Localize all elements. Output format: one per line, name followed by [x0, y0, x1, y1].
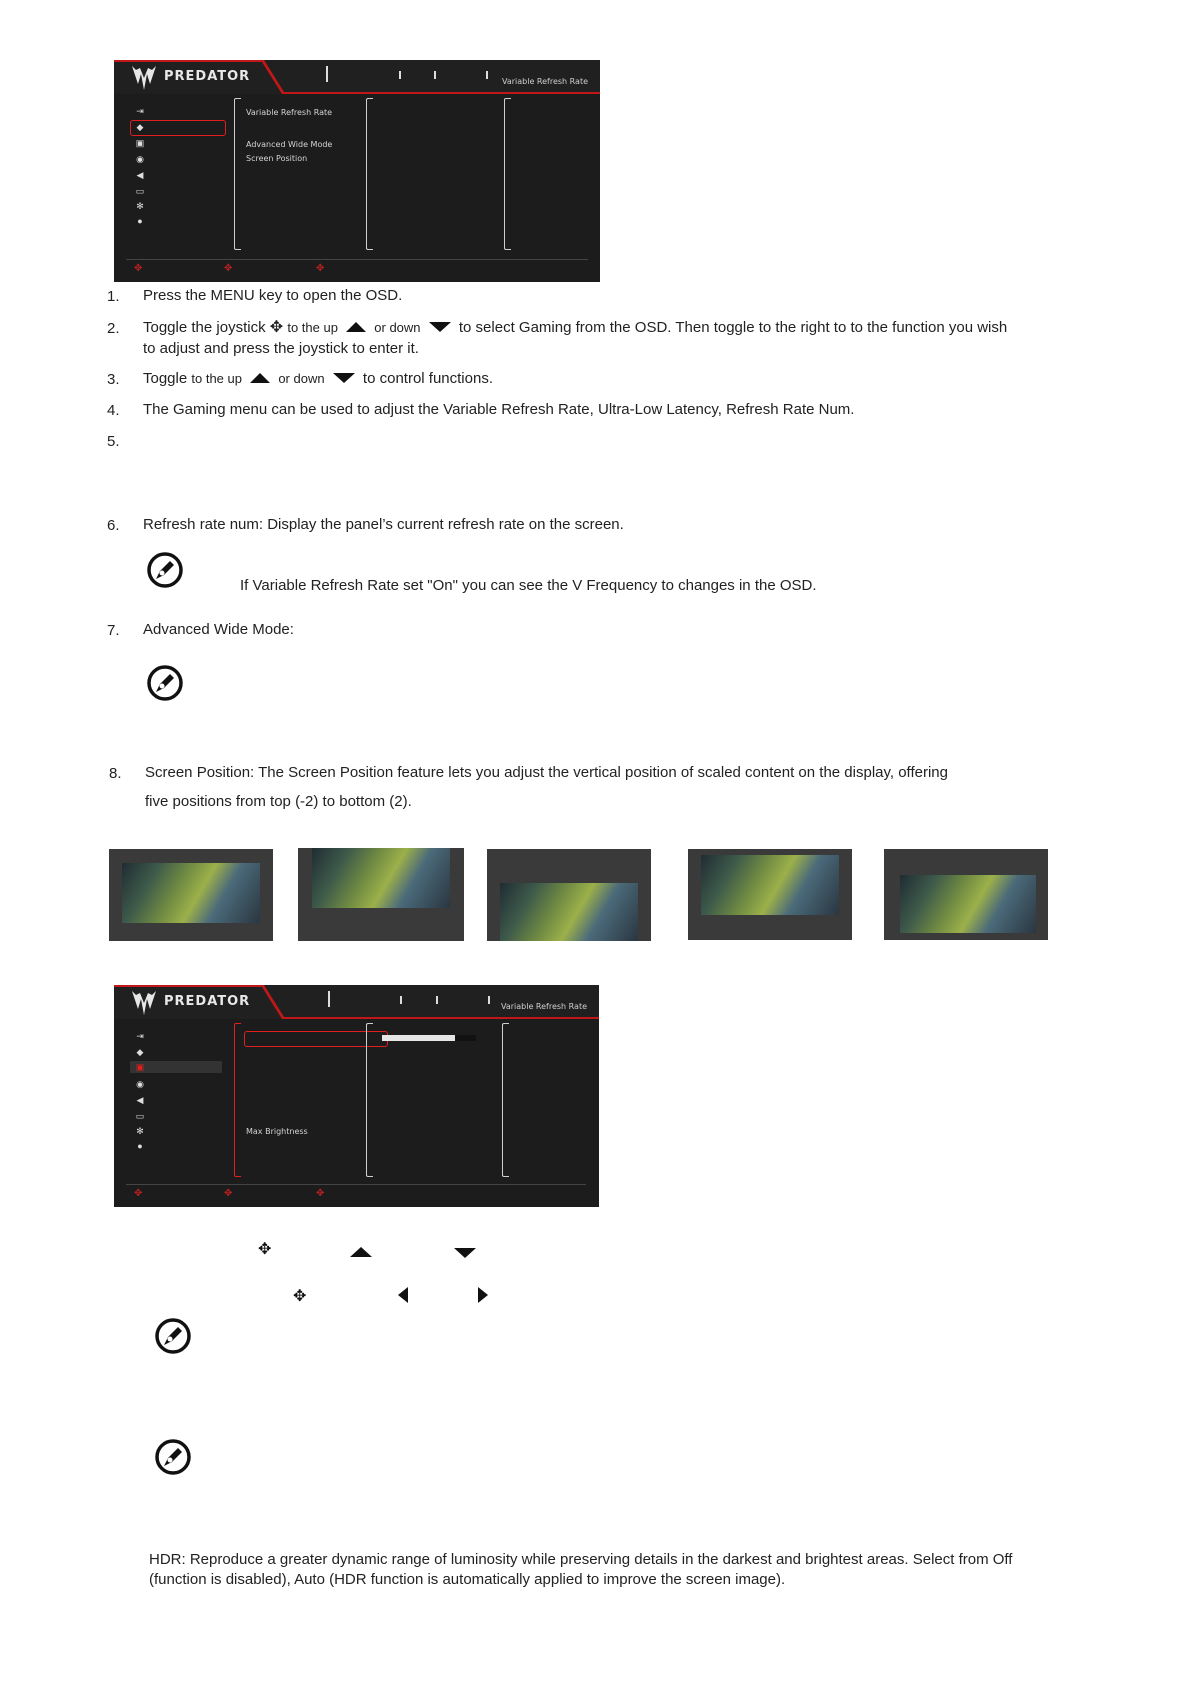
info-icon[interactable]: ● [137, 1141, 143, 1151]
hdr-text: (function is disabled), Auto (HDR function is automatically applied to improve the screen image). [149, 1571, 786, 1588]
step-number: 2. [107, 320, 120, 337]
osd-screenshot-gaming [114, 60, 600, 282]
osd-tick [326, 66, 328, 82]
step-text-part: to the up [287, 320, 338, 335]
joystick-icon: ✥ [269, 319, 284, 336]
joystick-icon: ✥ [134, 263, 143, 274]
speaker-icon[interactable]: ◀ [136, 1095, 144, 1105]
osd-screenshot-picture [114, 985, 599, 1207]
step-text-part: to select Gaming from the OSD. Then toggle to the right to to the function you wish [458, 319, 1008, 336]
joystick-icon: ✥ [224, 263, 233, 274]
step-number: 6. [107, 517, 120, 534]
hdr-text: HDR: Reproduce a greater dynamic range of luminosity while preserving details in the darkest and brightest areas. Select from Off [149, 1551, 1013, 1568]
joystick-icon: ✥ [134, 1188, 143, 1199]
note-icon [146, 551, 184, 589]
picture-icon[interactable]: ▣ [135, 1062, 145, 1072]
osd-column-bracket [234, 98, 241, 250]
screen-position-thumb [884, 849, 1048, 940]
step-text: five positions from top (-2) to bottom (2). [145, 793, 412, 810]
osd-brand: PREDATOR [164, 994, 251, 1009]
predator-logo-icon [130, 989, 158, 1017]
scaled-content [122, 863, 260, 923]
step-number: 1. [107, 288, 120, 305]
eye-icon[interactable]: ◉ [136, 154, 144, 164]
osd-divider [126, 259, 588, 260]
arrow-down-icon [454, 1248, 476, 1258]
step-text: Screen Position: The Screen Position feature lets you adjust the vertical position of scaled content on the display, offering [145, 764, 948, 781]
input-icon[interactable]: ⇥ [136, 106, 144, 116]
step-text: to adjust and press the joystick to enter it. [143, 340, 419, 357]
osd-divider [126, 1184, 586, 1185]
arrow-down-icon [429, 322, 451, 332]
step-text: Advanced Wide Mode: [143, 621, 294, 638]
osd-tick [399, 71, 401, 79]
step-text-part: to the up [191, 371, 242, 386]
step-text: The Gaming menu can be used to adjust the Variable Refresh Rate, Ultra-Low Latency, Refresh Rate Num. [143, 401, 855, 418]
scaled-content [312, 848, 450, 908]
osd-icon[interactable]: ▭ [135, 1111, 145, 1121]
joystick-icon: ✥ [258, 1241, 272, 1258]
info-icon[interactable]: ● [137, 216, 143, 226]
step-text: Refresh rate num: Display the panel’s current refresh rate on the screen. [143, 516, 624, 533]
menu-item-vrr[interactable]: Variable Refresh Rate [246, 108, 333, 117]
scaled-content [701, 855, 839, 915]
step-text: Press the MENU key to open the OSD. [143, 287, 403, 304]
brightness-slider-fill [382, 1035, 455, 1041]
speaker-icon[interactable]: ◀ [136, 170, 144, 180]
step-number: 3. [107, 371, 120, 388]
menu-item-advanced-wide-mode[interactable]: Advanced Wide Mode [246, 140, 333, 149]
screen-position-thumb [688, 849, 852, 940]
arrow-up-icon [350, 1247, 372, 1257]
joystick-icon: ✥ [316, 1188, 325, 1199]
gear-icon[interactable]: ✻ [136, 1126, 144, 1136]
eye-icon[interactable]: ◉ [136, 1079, 144, 1089]
note-icon [154, 1438, 192, 1476]
osd-header-label: Variable Refresh Rate [501, 77, 588, 86]
joystick-icon: ✥ [224, 1188, 233, 1199]
step-text-part: Toggle the joystick [143, 319, 266, 336]
screen-position-thumb [298, 848, 464, 941]
arrow-up-icon [346, 322, 366, 332]
osd-column-bracket [366, 1023, 373, 1177]
osd-tick [400, 996, 402, 1004]
menu-item-max-brightness[interactable]: Max Brightness [246, 1127, 308, 1136]
arrow-left-icon [398, 1287, 408, 1303]
osd-column-bracket [502, 1023, 509, 1177]
screen-position-thumb [109, 849, 273, 941]
osd-icon[interactable]: ▭ [135, 186, 145, 196]
arrow-up-icon [250, 373, 270, 383]
joystick-icon: ✥ [316, 263, 325, 274]
osd-tick [488, 996, 490, 1004]
osd-tick [436, 996, 438, 1004]
arrow-down-icon [333, 373, 355, 383]
osd-header-label: Variable Refresh Rate [500, 1002, 587, 1011]
brightness-slider[interactable] [382, 1035, 476, 1041]
osd-column-bracket [366, 98, 373, 250]
gaming-icon[interactable]: ◆ [136, 1047, 144, 1057]
step-text [143, 317, 1093, 338]
step-text-part: Toggle [143, 370, 188, 387]
step-number: 5. [107, 433, 120, 450]
step-number: 7. [107, 622, 120, 639]
note-text: If Variable Refresh Rate set "On" you can see the V Frequency to changes in the OSD. [240, 577, 817, 594]
input-icon[interactable]: ⇥ [136, 1031, 144, 1041]
osd-tick [434, 71, 436, 79]
predator-logo-icon [130, 64, 158, 92]
menu-item-screen-position[interactable]: Screen Position [246, 154, 308, 163]
note-icon [146, 664, 184, 702]
step-text-part: to control functions. [362, 370, 493, 387]
arrow-right-icon [478, 1287, 488, 1303]
step-number: 4. [107, 402, 120, 419]
step-number: 8. [109, 765, 122, 782]
osd-column-bracket [234, 1023, 241, 1177]
picture-icon[interactable]: ▣ [135, 138, 145, 148]
osd-column-bracket [504, 98, 511, 250]
step-text-part: or down [374, 320, 421, 335]
scaled-content [500, 883, 638, 941]
step-text-part: or down [278, 371, 325, 386]
gear-icon[interactable]: ✻ [136, 201, 144, 211]
osd-tick [328, 991, 330, 1007]
osd-brand: PREDATOR [164, 69, 251, 84]
screen-position-thumb [487, 849, 651, 941]
osd-tick [486, 71, 488, 79]
scaled-content [900, 875, 1036, 933]
step-text [143, 368, 493, 389]
note-icon [154, 1317, 192, 1355]
joystick-icon: ✥ [293, 1288, 307, 1305]
gaming-icon[interactable]: ◆ [136, 122, 144, 132]
